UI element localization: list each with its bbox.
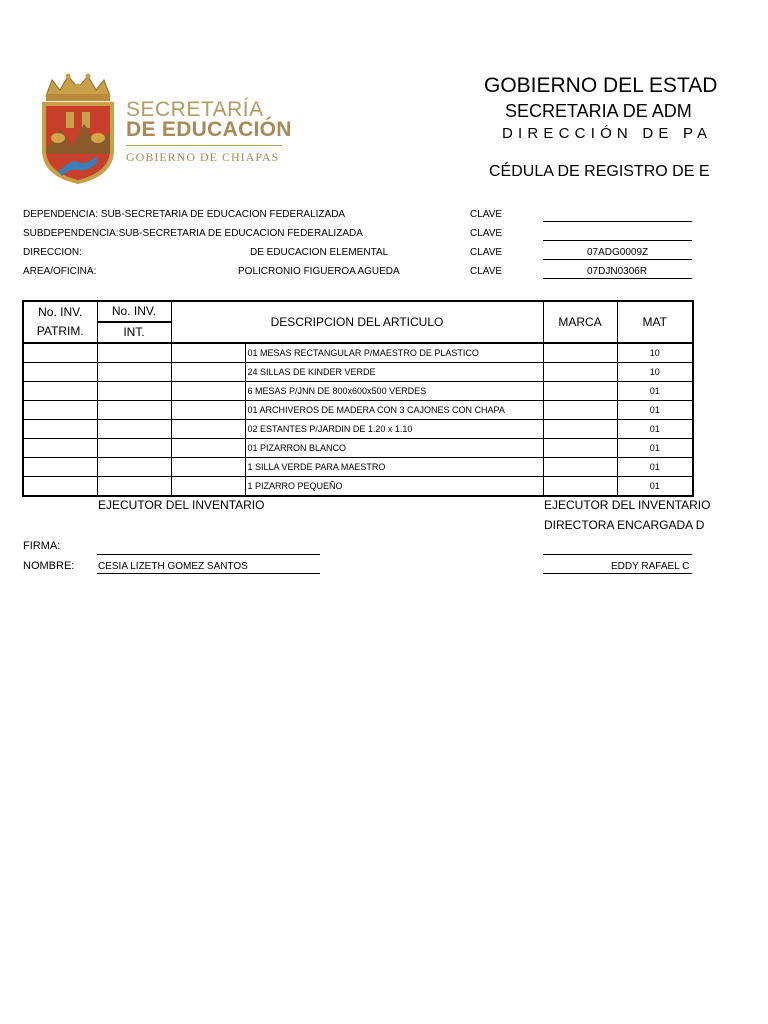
header-patrim-line1: No. INV. [38, 305, 83, 319]
table-row [23, 382, 693, 401]
cell-int [97, 477, 171, 497]
clave-label-area: CLAVE [470, 266, 503, 277]
ejecutor-inventario-right: EJECUTOR DEL INVENTARIO [544, 498, 711, 512]
cell-patrim [23, 401, 97, 420]
cell-blank [171, 343, 245, 363]
header-no-inv-patrim [23, 301, 97, 343]
logo-line-secretaria: SECRETARÍA [126, 98, 264, 121]
cell-mat: 10 [617, 343, 693, 363]
cell-mat: 01 [617, 477, 693, 497]
header-cedula: CÉDULA DE REGISTRO DE E [489, 163, 710, 180]
cell-descripcion: 01 MESAS RECTANGULAR P/MAESTRO DE PLASTICO [245, 343, 543, 363]
nombre-label: NOMBRE: [23, 560, 75, 572]
nombre-right-value: EDDY RAFAEL C [611, 561, 690, 572]
table-row [23, 439, 693, 458]
cell-marca [543, 363, 617, 382]
cell-blank [171, 382, 245, 401]
cell-patrim [23, 439, 97, 458]
cell-blank [171, 420, 245, 439]
chiapas-coat-of-arms-icon [38, 72, 118, 186]
table-row [23, 401, 693, 420]
ejecutor-inventario-left: EJECUTOR DEL INVENTARIO [98, 498, 265, 512]
cell-mat: 10 [617, 363, 693, 382]
cell-marca [543, 458, 617, 477]
cell-mat: 01 [617, 458, 693, 477]
area-value: POLICRONIO FIGUEROA AGUEDA [238, 266, 400, 277]
cell-mat: 01 [617, 439, 693, 458]
nombre-left-value: CESIA LIZETH GOMEZ SANTOS [98, 561, 248, 572]
direccion-label: DIRECCION: [23, 247, 82, 258]
table-row [23, 458, 693, 477]
clave-direccion-value: 07ADG0009Z [587, 247, 649, 258]
cell-int [97, 363, 171, 382]
cell-descripcion: 1 SILLA VERDE PARA MAESTRO [245, 458, 543, 477]
clave-underline-area [543, 278, 692, 279]
clave-label-dependencia: CLAVE [470, 209, 503, 220]
header-patrim-line2: PATRIM. [36, 324, 84, 338]
cell-marca [543, 382, 617, 401]
firma-line-right [543, 554, 692, 555]
cell-int [97, 401, 171, 420]
logo-rule [126, 145, 282, 146]
cell-marca [543, 439, 617, 458]
cell-blank [171, 458, 245, 477]
nombre-line-left [97, 573, 320, 574]
cell-patrim [23, 458, 97, 477]
cell-int [97, 439, 171, 458]
cell-mat: 01 [617, 382, 693, 401]
cell-descripcion: 6 MESAS P/JNN DE 800x600x500 VERDES [245, 382, 543, 401]
dependencia-line: DEPENDENCIA: SUB-SECRETARIA DE EDUCACION FEDERALIZADA [23, 209, 346, 220]
cell-int [97, 343, 171, 363]
clave-area-value: 07DJN0306R [587, 266, 648, 277]
nombre-line-right [543, 573, 692, 574]
firma-line-left [97, 554, 320, 555]
header-descripcion: DESCRIPCION DEL ARTICULO [171, 301, 543, 343]
logo-line-de-educacion: DE EDUCACIÓN [126, 118, 292, 141]
header-direccion: DIRECCIÓN DE PA [502, 125, 713, 142]
cell-descripcion: 01 ARCHIVEROS DE MADERA CON 3 CAJONES CON CHAPA [245, 401, 543, 420]
cell-int [97, 458, 171, 477]
clave-underline-direccion [543, 259, 692, 260]
cell-patrim [23, 420, 97, 439]
firma-label: FIRMA: [23, 540, 61, 552]
logo-line-gobierno: GOBIERNO DE CHIAPAS [126, 150, 280, 164]
cell-int [97, 382, 171, 401]
table-row [23, 343, 693, 363]
cell-blank [171, 477, 245, 497]
clave-label-subdependencia: CLAVE [470, 228, 503, 239]
header-mat: MAT [617, 301, 693, 343]
header-no-inv-int [97, 301, 171, 343]
table-row [23, 477, 693, 497]
cell-marca [543, 420, 617, 439]
cell-patrim [23, 343, 97, 363]
cell-mat: 01 [617, 420, 693, 439]
cell-blank [171, 363, 245, 382]
clave-label-direccion: CLAVE [470, 247, 503, 258]
cell-descripcion: 02 ESTANTES P/JARDIN DE 1.20 x 1.10 [245, 420, 543, 439]
table-row [23, 420, 693, 439]
header-gobierno: GOBIERNO DEL ESTAD [484, 74, 718, 97]
cell-int [97, 420, 171, 439]
cell-descripcion: 24 SILLAS DE KINDER VERDE [245, 363, 543, 382]
cell-descripcion: 01 PIZARRON BLANCO [245, 439, 543, 458]
clave-underline-dependencia [543, 221, 692, 222]
table-header-row [23, 301, 693, 343]
cell-patrim [23, 477, 97, 497]
area-label: AREA/OFICINA: [23, 266, 97, 277]
cell-mat: 01 [617, 401, 693, 420]
clave-underline-subdependencia [543, 240, 692, 241]
header-secretaria: SECRETARIA DE ADM [505, 101, 692, 121]
cell-descripcion: 1 PIZARRO PEQUEÑO [245, 477, 543, 497]
cell-marca [543, 477, 617, 497]
cell-marca [543, 401, 617, 420]
table-row [23, 363, 693, 382]
header-int-line2: INT. [123, 325, 145, 339]
header-marca: MARCA [543, 301, 617, 343]
direccion-value: DE EDUCACION ELEMENTAL [250, 247, 389, 258]
directora-encargada: DIRECTORA ENCARGADA D [544, 518, 705, 532]
subdependencia-line: SUBDEPENDENCIA:SUB-SECRETARIA DE EDUCACION FEDERALIZADA [23, 228, 363, 239]
cell-patrim [23, 382, 97, 401]
cell-patrim [23, 363, 97, 382]
header-int-line1: No. INV. [98, 302, 171, 323]
secretaria-educacion-logo [38, 72, 292, 186]
cell-marca [543, 343, 617, 363]
cell-blank [171, 439, 245, 458]
cell-blank [171, 401, 245, 420]
inventory-table [22, 300, 694, 497]
